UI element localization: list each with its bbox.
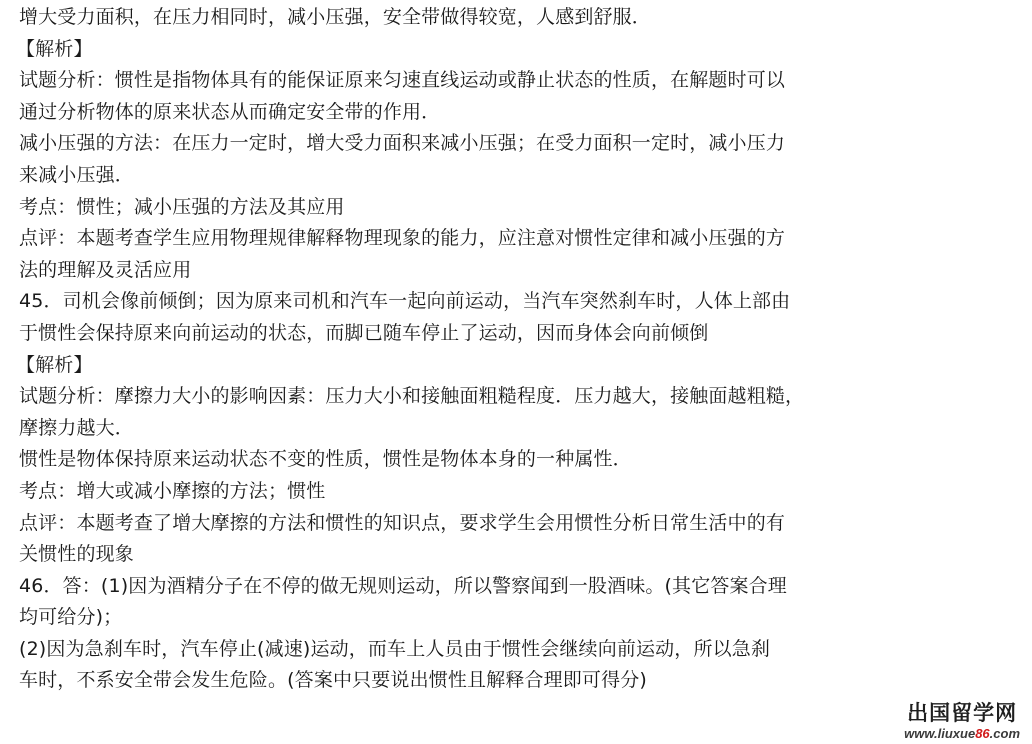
text-line: 车时，不系安全带会发生危险。(答案中只要说出惯性且解释合理即可得分) <box>19 669 647 692</box>
text-line: 增大受力面积，在压力相同时，减小压强，安全带做得较宽，人感到舒服． <box>19 6 651 28</box>
text-line: 于惯性会保持原来向前运动的状态，而脚已随车停止了运动，因而身体会向前倾倒 <box>19 321 709 344</box>
text-line: 法的理解及灵活应用 <box>19 258 192 281</box>
text-line: 45．司机会像前倾倒；因为原来司机和汽车一起向前运动，当汽车突然刹车时，人体上部由 <box>19 290 791 313</box>
text-line: (2)因为急刹车时，汽车停止(减速)运动，而车上人员由于惯性会继续向前运动，所以急刹 <box>19 637 771 660</box>
section-heading: 【解析】 <box>16 353 93 376</box>
text-line: 点评：本题考查了增大摩擦的方法和惯性的知识点，要求学生会用惯性分析日常生活中的有 <box>19 511 786 534</box>
text-line: 考点：增大或减小摩擦的方法；惯性 <box>19 479 326 502</box>
watermark-url <box>904 727 1020 740</box>
text-line: 摩擦力越大． <box>19 416 134 439</box>
text-line: 减小压强的方法：在压力一定时，增大受力面积来减小压强；在受力面积一定时，减小压力 <box>19 132 786 155</box>
text-line: 惯性是物体保持原来运动状态不变的性质，惯性是物体本身的一种属性． <box>19 448 632 471</box>
text-line: 关惯性的现象 <box>19 543 134 566</box>
text-line: 试题分析：惯性是指物体具有的能保证原来匀速直线运动或静止状态的性质，在解题时可以 <box>19 69 786 92</box>
watermark-title: 出国留学网 <box>907 701 1018 725</box>
text-line: 来减小压强． <box>19 163 134 186</box>
text-line: 46．答：(1)因为酒精分子在不停的做无规则运动，所以警察闻到一股酒味。(其它答案合理 <box>19 574 787 597</box>
text-line: 均可给分)； <box>19 606 123 629</box>
site-watermark <box>904 703 1020 740</box>
section-heading: 【解析】 <box>16 37 93 60</box>
watermark-url-number: 86 <box>975 726 990 741</box>
watermark-url-prefix: www.liuxue <box>904 726 976 741</box>
text-line: 点评：本题考查学生应用物理规律解释物理现象的能力，应注意对惯性定律和减小压强的方 <box>19 227 786 250</box>
document-body <box>16 2 869 697</box>
text-line: 通过分析物体的原来状态从而确定安全带的作用． <box>19 100 441 123</box>
watermark-url-suffix: .com <box>989 726 1020 741</box>
text-line: 试题分析：摩擦力大小的影响因素：压力大小和接触面粗糙程度．压力越大，接触面越粗糙， <box>19 385 805 408</box>
text-line: 考点：惯性；减小压强的方法及其应用 <box>19 195 345 218</box>
